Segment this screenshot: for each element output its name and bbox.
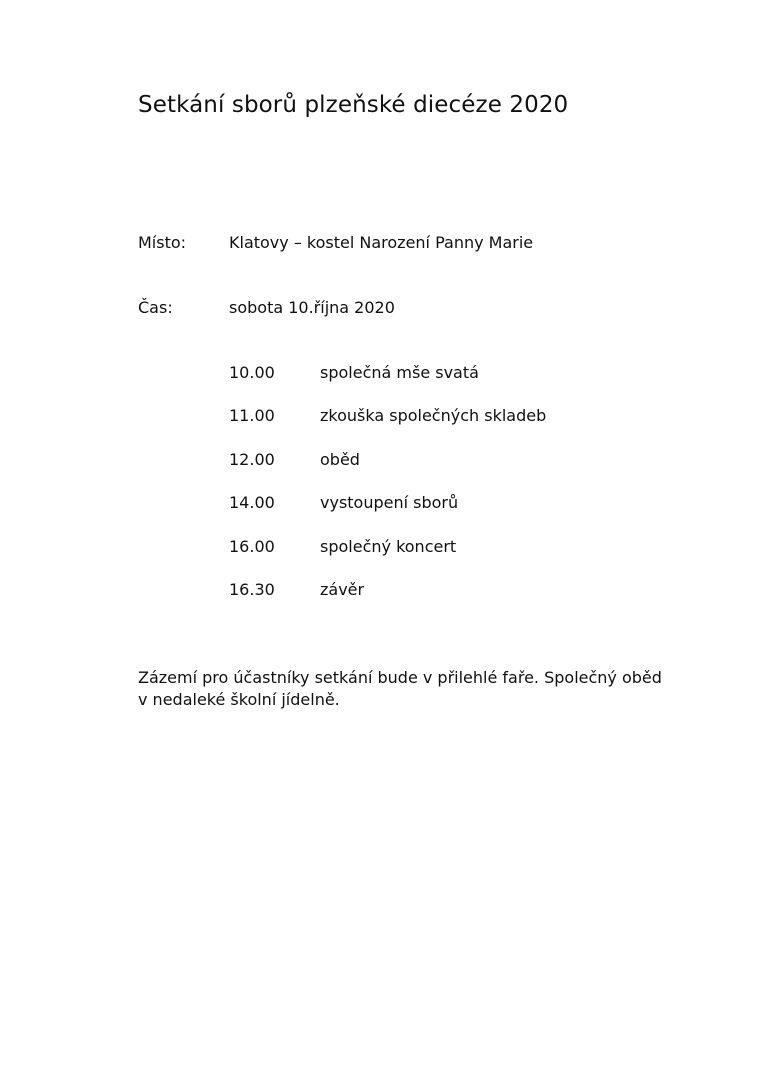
schedule-activity: oběd	[320, 449, 360, 469]
note-line-2: v nedaleké školní jídelně.	[138, 690, 340, 709]
schedule-time: 10.00	[229, 363, 275, 382]
document-title: Setkání sborů plzeňské diecéze 2020	[138, 92, 569, 118]
note-paragraph	[138, 667, 698, 711]
time-value: sobota 10.října 2020	[229, 298, 395, 317]
schedule-activity: společná mše svatá	[320, 363, 479, 382]
schedule-time: 11.00	[229, 406, 275, 426]
schedule-activity: vystoupení sborů	[320, 493, 459, 513]
time-label: Čas:	[138, 298, 173, 317]
place-value: Klatovy – kostel Narození Panny Marie	[229, 233, 534, 252]
schedule-time: 16.00	[229, 536, 275, 556]
schedule-time: 12.00	[229, 449, 275, 469]
schedule-activity: závěr	[320, 579, 365, 599]
schedule-time: 16.30	[229, 579, 275, 599]
schedule-activity: zkouška společných skladeb	[320, 406, 547, 426]
schedule-activity: společný koncert	[320, 536, 457, 556]
place-label: Místo:	[138, 233, 187, 252]
note-line-1: Zázemí pro účastníky setkání bude v přilehlé faře. Společný oběd	[138, 668, 662, 687]
schedule-time: 14.00	[229, 493, 275, 513]
